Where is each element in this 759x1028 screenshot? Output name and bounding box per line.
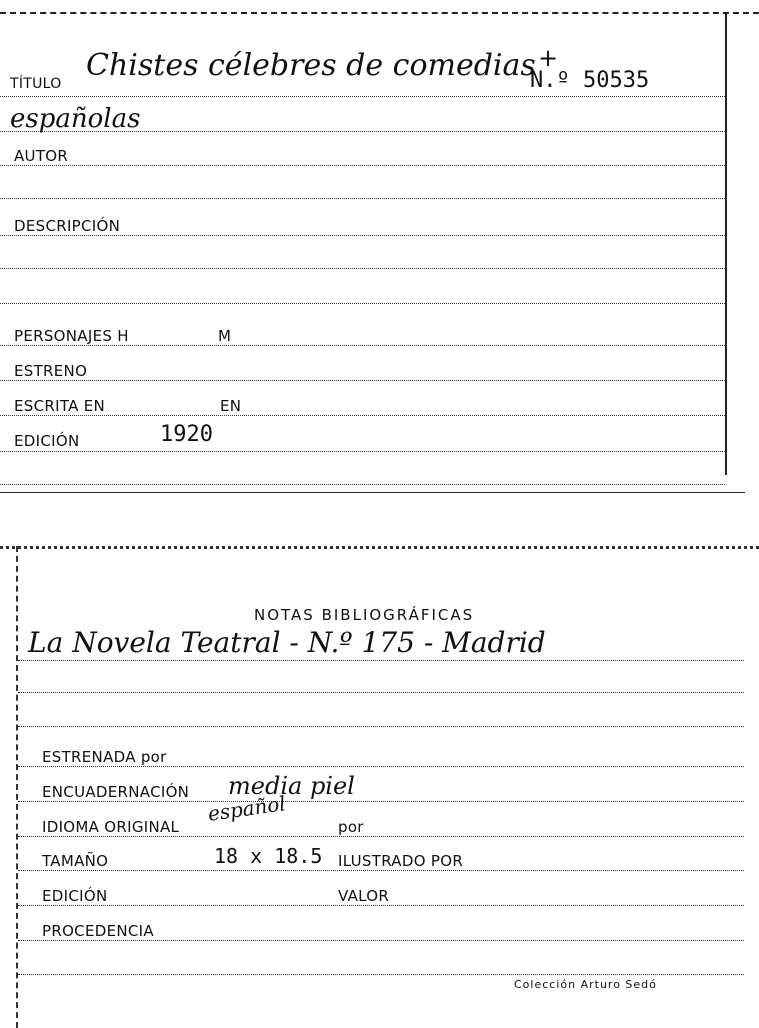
edicion-rule-2 [0,484,725,485]
valor-label: VALOR [338,887,390,905]
estrenada-rule [18,766,744,767]
autor-rule-2 [0,198,725,199]
descripcion-label: DESCRIPCIÓN [14,217,121,235]
en-label: EN [220,397,242,415]
tamano-value: 18 x 18.5 [214,844,323,868]
edicion-rule [0,451,725,452]
escrita-en-label: ESCRITA EN [14,397,106,415]
descripcion-rule-2 [0,268,725,269]
card-top-border [0,12,759,16]
autor-rule [0,165,725,166]
personajes-h-label: PERSONAJES H [14,327,129,345]
encuadernacion-value: media piel [228,772,355,800]
card-right-border [725,12,727,475]
personajes-m-label: M [218,327,232,345]
tamano-rule [18,870,744,871]
card-top-border [0,546,759,551]
idioma-original-value: español [206,791,288,826]
notas-heading: NOTAS BIBLIOGRÁFICAS [254,606,475,624]
card-left-border [16,546,18,1028]
edicion-rule-bottom [18,905,744,906]
titulo-label: TÍTULO [10,76,62,92]
titulo-rule-2 [0,131,725,132]
procedencia-rule [18,940,744,941]
notas-rule [18,660,744,661]
catalog-card-top [0,0,759,495]
descripcion-rule-3 [0,303,725,304]
idioma-rule [18,836,744,837]
titulo-value-line1: Chistes célebres de comedias [86,48,536,83]
procedencia-label: PROCEDENCIA [42,922,154,940]
descripcion-rule [0,235,725,236]
notas-handwritten: La Novela Teatral - N.º 175 - Madrid [28,626,546,659]
coleccion-footer: Colección Arturo Sedó [514,978,657,991]
edicion-value: 1920 [160,422,213,447]
catalog-card-bottom [0,520,759,1028]
numero-value: N.º 50535 [530,68,650,93]
estreno-label: ESTRENO [14,362,88,380]
card-bottom-edge [0,492,745,493]
titulo-value-line2: españolas [10,104,141,134]
encuadernacion-label: ENCUADERNACIÓN [42,783,190,801]
tamano-label: TAMAÑO [42,852,109,870]
estreno-rule [0,380,725,381]
idioma-original-label: IDIOMA ORIGINAL [42,818,180,836]
autor-label: AUTOR [14,147,69,165]
edicion-label: EDICIÓN [14,432,80,450]
procedencia-rule-2 [18,974,744,975]
notas-rule-3 [18,726,744,727]
por-label: por [338,818,364,836]
ilustrado-por-label: ILUSTRADO POR [338,852,464,870]
personajes-rule [0,345,725,346]
notas-rule-2 [18,692,744,693]
titulo-rule [0,96,725,97]
encuadernacion-rule [18,801,744,802]
edicion-label-2: EDICIÓN [42,887,108,905]
cross-mark: + [538,44,559,72]
estrenada-por-label: ESTRENADA por [42,748,167,766]
escrita-rule [0,415,725,416]
